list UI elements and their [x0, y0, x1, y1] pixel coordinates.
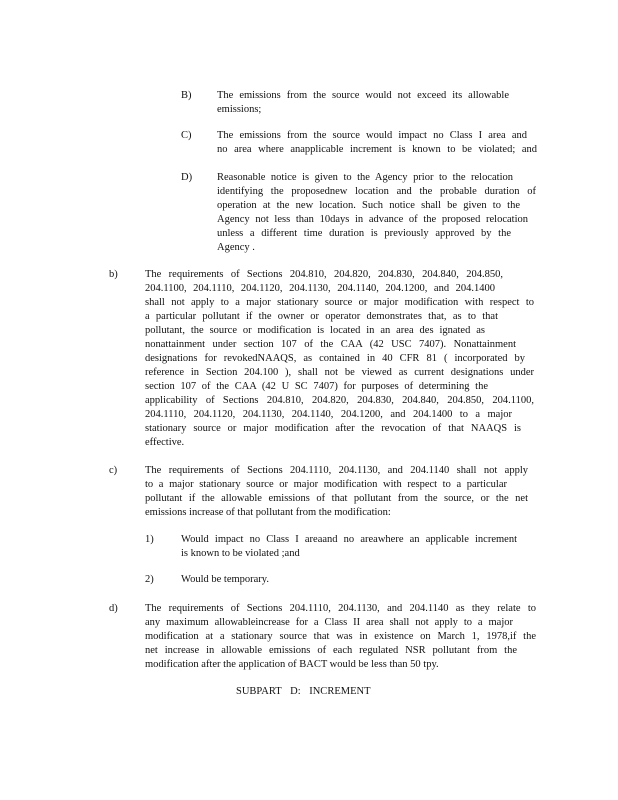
item-text-1 [181, 533, 517, 561]
text-line: modification at a stationary source that was in existence on March 1, 1978,if the [145, 631, 536, 642]
text-line: Reasonable notice is given to the Agency prior to the relocation [217, 172, 513, 183]
text-line: stationary source or major modification after the revocation of that NAAQS is [145, 423, 521, 434]
text-line: reference in Section 204.100 ), shall not be viewed as current designations under [145, 367, 534, 378]
text-line: any maximum allowableincrease for a Class II area shall not apply to a major [145, 617, 513, 628]
item-label-d: d) [109, 603, 118, 614]
item-label-C: C) [181, 130, 192, 141]
text-line: emissions increase of that pollutant from the modification: [145, 507, 391, 518]
text-line: Would impact no Class I areaand no areawhere an applicable increment [181, 534, 517, 545]
subpart-heading: SUBPART D: INCREMENT [236, 686, 371, 697]
text-line: The requirements of Sections 204.1110, 204.1130, and 204.1140 shall not apply [145, 465, 528, 476]
text-line: to a major stationary source or major modification with respect to a particular [145, 479, 507, 490]
text-line: operation at the new location. Such notice shall be given to the [217, 200, 520, 211]
text-line: shall not apply to a major stationary source or major modification with respect to [145, 297, 534, 308]
item-text-2 [181, 573, 381, 587]
item-text-D [217, 171, 536, 255]
item-label-c: c) [109, 465, 118, 476]
text-line: pollutant if the allowable emissions of that pollutant from the source, or the net [145, 493, 528, 504]
item-label-D: D) [181, 172, 193, 183]
text-line: is known to be violated ;and [181, 548, 300, 559]
text-line: The requirements of Sections 204.810, 204.820, 204.830, 204.840, 204.850, [145, 269, 503, 280]
text-line: pollutant, the source or modification is located in an area des ignated as [145, 325, 485, 336]
text-line: modification after the application of BACT would be less than 50 tpy. [145, 659, 439, 670]
item-text-b [145, 268, 534, 450]
text-line: 204.1110, 204.1120, 204.1130, 204.1140, 204.1200, and 204.1400 to a major [145, 409, 512, 420]
text-line: The requirements of Sections 204.1110, 204.1130, and 204.1140 as they relate to [145, 603, 536, 614]
item-text-C [217, 129, 537, 157]
text-line: Agency not less than 10days in advance of the proposed relocation [217, 214, 528, 225]
text-line: Would be temporary. [181, 574, 269, 585]
text-line: emissions; [217, 104, 262, 115]
item-label-2: 2) [145, 574, 154, 585]
text-line: Agency . [217, 242, 255, 253]
text-line: The emissions from the source would not exceed its allowable [217, 90, 509, 101]
item-label-b: b) [109, 269, 118, 280]
item-label-B: B) [181, 90, 192, 101]
item-text-B [217, 89, 509, 117]
text-line: effective. [145, 437, 185, 448]
item-label-1: 1) [145, 534, 154, 545]
text-line: net increase in allowable emissions of each regulated NSR pollutant from the [145, 645, 517, 656]
item-text-c [145, 464, 528, 520]
text-line: applicability of Sections 204.810, 204.820, 204.830, 204.840, 204.850, 204.1100, [145, 395, 534, 406]
text-line: a particular pollutant if the owner or operator demonstrates that, as to that [145, 311, 498, 322]
text-line: section 107 of the CAA (42 U SC 7407) for purposes of determining the [145, 381, 488, 392]
text-line: 204.1100, 204.1110, 204.1120, 204.1130, 204.1140, 204.1200, and 204.1400 [145, 283, 495, 294]
text-line: no area where anapplicable increment is known to be violated; and [217, 144, 537, 155]
text-line: unless a different time duration is previously approved by the [217, 228, 511, 239]
item-text-d [145, 602, 536, 672]
text-line: identifying the proposednew location and the probable duration of [217, 186, 536, 197]
text-line: nonattainment under section 107 of the CAA (42 USC 7407). Nonattainment [145, 339, 516, 350]
text-line: designations for revokedNAAQS, as contained in 40 CFR 81 ( incorporated by [145, 353, 525, 364]
text-line: The emissions from the source would impact no Class I area and [217, 130, 527, 141]
